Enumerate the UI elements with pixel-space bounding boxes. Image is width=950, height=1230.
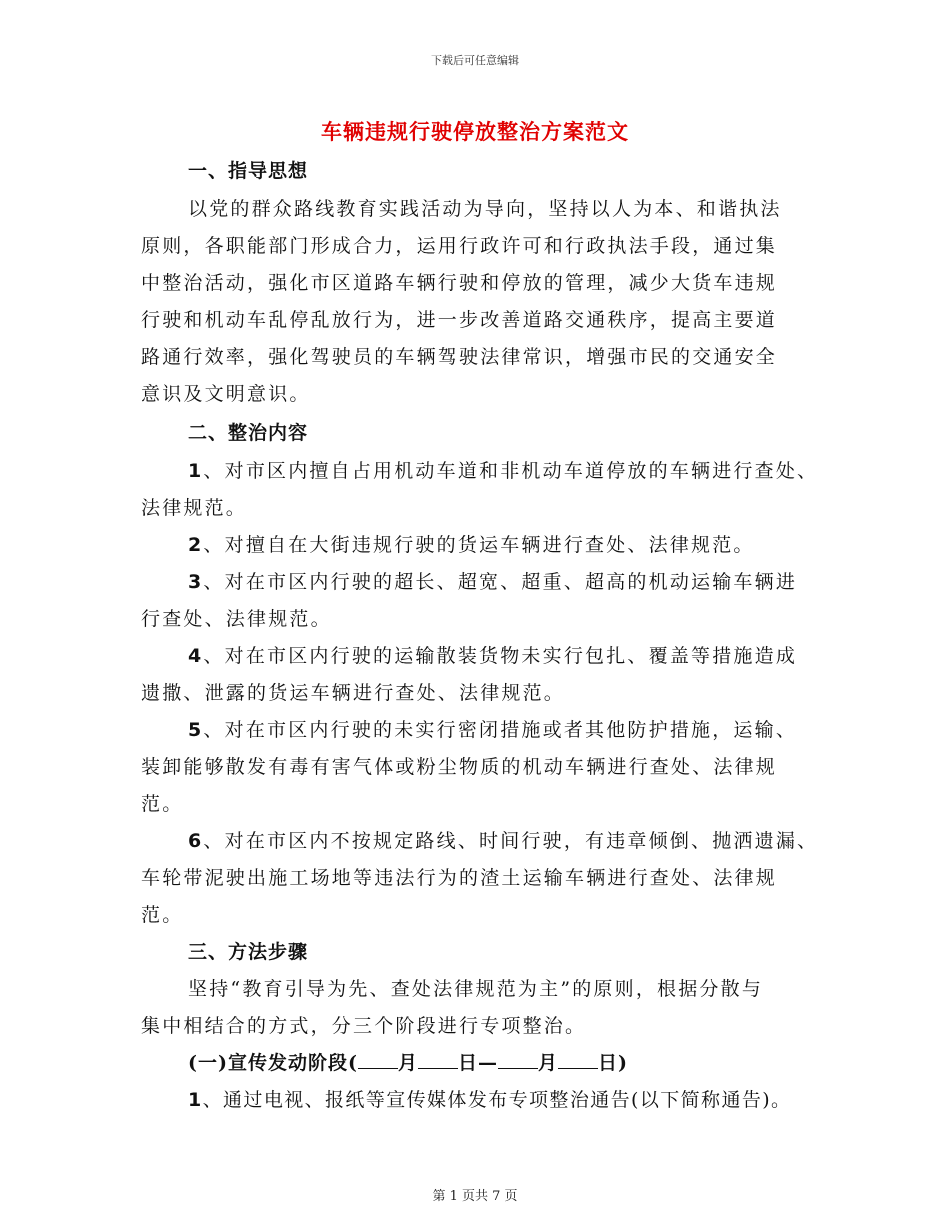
day-label: 日) <box>598 1052 629 1074</box>
item-text: 、对擅自在大街违规行驶的货运车辆进行查处、法律规范。 <box>203 534 755 556</box>
item-text: 、对在市区内行驶的运输散装货物未实行包扎、覆盖等措施造成 <box>203 645 798 667</box>
list-item <box>188 641 797 668</box>
list-item-continuation: 法律规范。 <box>141 497 248 519</box>
item-text: 、通过电视、报纸等宣传媒体发布专项整治通告(以下简称通告)。 <box>202 1089 792 1111</box>
document-title: 车辆违规行驶停放整治方案范文 <box>321 119 629 144</box>
paragraph-line: 行驶和机动车乱停乱放行为，进一步改善道路交通秩序，提高主要道 <box>141 309 778 331</box>
month-label: 月 <box>538 1052 559 1074</box>
paragraph-line: 以党的群众路线教育实践活动为导向，坚持以人为本、和谐执法 <box>188 198 782 220</box>
item-number: 5 <box>188 719 204 741</box>
phase-prefix: (一)宣传发动阶段( <box>188 1052 358 1074</box>
list-item-continuation: 范。 <box>141 904 184 926</box>
paragraph-line: 坚持“教育引导为先、查处法律规范为主”的原则，根据分散与 <box>188 978 764 1000</box>
day-blank <box>558 1050 598 1069</box>
section-heading-3: 三、方法步骤 <box>188 941 309 963</box>
day-blank <box>418 1050 458 1069</box>
paragraph-line: 路通行效率，强化驾驶员的车辆驾驶法律常识，增强市民的交通安全 <box>141 346 778 368</box>
item-text: 、对市区内擅自占用机动车道和非机动车道停放的车辆进行查处、 <box>203 460 819 482</box>
section-heading-2: 二、整治内容 <box>188 422 309 444</box>
item-number: 2 <box>188 534 204 556</box>
list-item-continuation: 范。 <box>141 793 184 815</box>
paragraph-line: 意识及文明意识。 <box>141 383 311 405</box>
item-number: 6 <box>188 830 204 852</box>
month-blank <box>358 1050 398 1069</box>
paragraph-line: 原则，各职能部门形成合力，运用行政许可和行政执法手段，通过集 <box>141 235 778 257</box>
list-item <box>188 826 818 853</box>
list-item <box>188 715 797 742</box>
month-label: 月 <box>397 1052 418 1074</box>
item-text: 、对在市区内不按规定路线、时间行驶，有违章倾倒、抛洒遗漏、 <box>203 830 819 852</box>
page-footer: 第 1 页共 7 页 <box>432 1189 518 1204</box>
list-item-continuation: 车轮带泥驶出施工场地等违法行为的渣土运输车辆进行查处、法律规 <box>141 867 778 889</box>
list-item <box>188 1085 791 1112</box>
list-item-continuation: 遗撒、泄露的货运车辆进行查处、法律规范。 <box>141 682 566 704</box>
section-heading-1: 一、指导思想 <box>188 160 309 182</box>
list-item-continuation: 行查处、法律规范。 <box>141 608 332 630</box>
paragraph-line: 中整治活动，强化市区道路车辆行驶和停放的管理，减少大货车违规 <box>141 272 778 294</box>
item-number: 4 <box>188 645 204 667</box>
list-item <box>188 567 797 594</box>
day-label: 日— <box>458 1052 499 1074</box>
item-number: 1 <box>188 460 204 482</box>
month-blank <box>498 1050 538 1069</box>
list-item <box>188 530 755 557</box>
list-item <box>188 456 818 483</box>
list-item-continuation: 装卸能够散发有毒有害气体或粉尘物质的机动车辆进行查处、法律规 <box>141 756 778 778</box>
item-number: 3 <box>188 571 204 593</box>
page-header: 下载后可任意编辑 <box>431 54 519 67</box>
paragraph-line: 集中相结合的方式，分三个阶段进行专项整治。 <box>141 1015 587 1037</box>
item-number: 1 <box>188 1089 203 1111</box>
item-text: 、对在市区内行驶的未实行密闭措施或者其他防护措施，运输、 <box>203 719 798 741</box>
item-text: 、对在市区内行驶的超长、超宽、超重、超高的机动运输车辆进 <box>203 571 798 593</box>
phase-heading <box>188 1048 628 1075</box>
